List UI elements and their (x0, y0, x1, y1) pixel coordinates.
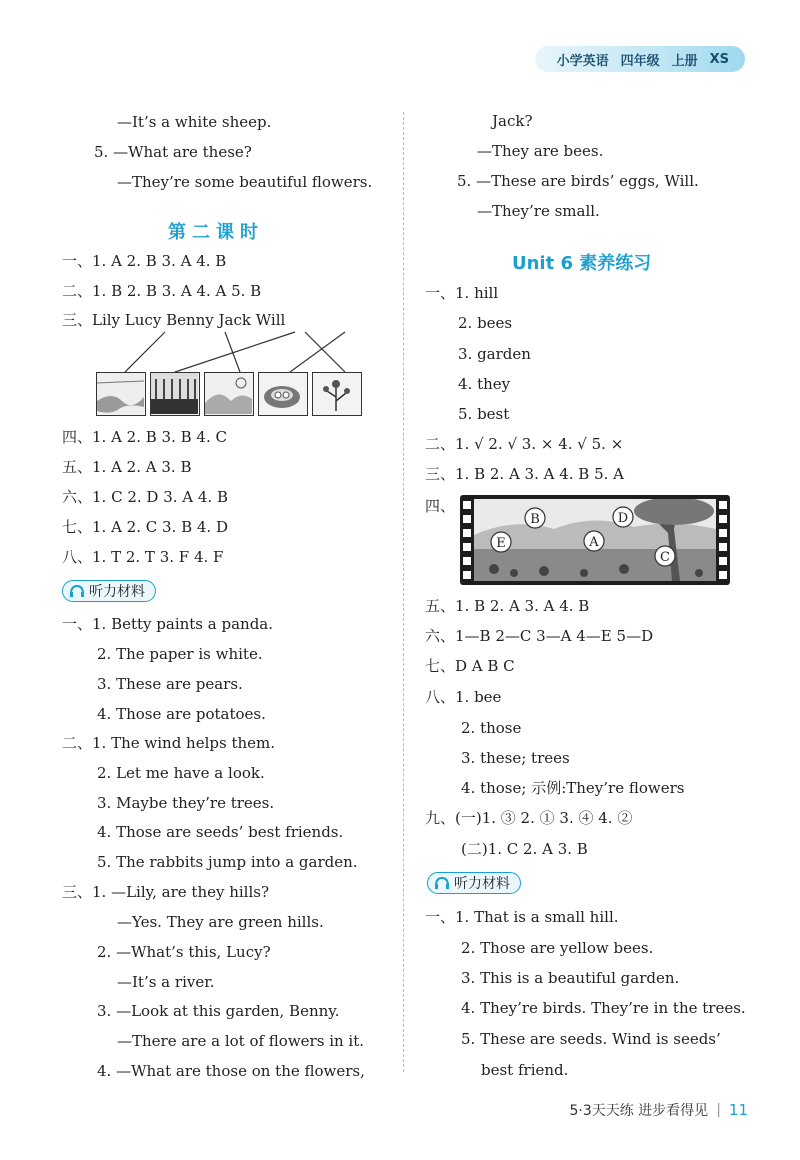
listening-line: 3. Maybe they’re trees. (97, 794, 275, 812)
listening-tag-label: 听力材料 (89, 584, 145, 600)
answer-line: 4. they (458, 375, 511, 393)
answer-line: 2. bees (458, 314, 513, 332)
answer-line: 七、1. A 2. C 3. B 4. D (62, 518, 228, 536)
listening-tag-label: 听力材料 (454, 876, 510, 892)
listening-line: 一、1. That is a small hill. (425, 908, 619, 926)
listening-line: 一、1. Betty paints a panda. (62, 615, 274, 633)
names-row: 三、Lily Lucy Benny Jack Will (62, 311, 286, 329)
section-title: 第二课时 (168, 222, 264, 243)
matching-pictures (96, 372, 362, 416)
answer-line: 一、1. hill (425, 284, 499, 302)
listening-line: 5. The rabbits jump into a garden. (97, 853, 358, 871)
answer-line: 七、D A B C (425, 657, 515, 675)
subject-label: 小学英语 (556, 53, 609, 69)
text-line: 5. —What are these? (94, 143, 252, 161)
listening-line: —There are a lot of flowers in it. (117, 1032, 365, 1050)
scene-filmstrip (460, 495, 730, 585)
listening-line: 二、1. The wind helps them. (62, 734, 276, 752)
answer-line: 八、1. T 2. T 3. F 4. F (62, 548, 224, 566)
listening-line: 三、1. —Lily, are they hills? (62, 883, 270, 901)
column-divider (403, 112, 404, 1072)
scene-label: C (660, 550, 670, 565)
answer-line: 一、1. A 2. B 3. A 4. B (62, 252, 227, 270)
answer-line: 六、1—B 2—C 3—A 4—E 5—D (425, 627, 654, 645)
listening-line: 2. Let me have a look. (97, 764, 265, 782)
listening-line: —It’s a river. (117, 973, 215, 991)
answer-line: 3. these; trees (461, 749, 570, 767)
listening-line: best friend. (481, 1061, 569, 1079)
text-line: 5. —These are birds’ eggs, Will. (457, 172, 699, 190)
listening-line: 4. Those are seeds’ best friends. (97, 823, 344, 841)
answer-line: 五、1. A 2. A 3. B (62, 458, 192, 476)
text-line: —It’s a white sheep. (117, 113, 272, 131)
scene-label: D (617, 511, 629, 526)
answer-line: 2. those (461, 719, 522, 737)
listening-line: 4. They’re birds. They’re in the trees. (461, 999, 746, 1017)
answer-line: 二、1. B 2. B 3. A 4. A 5. B (62, 282, 262, 300)
unit-title: Unit 6 素养练习 (512, 253, 652, 274)
headphones-icon (434, 876, 450, 890)
flower-picture (312, 372, 362, 416)
listening-line: 4. —What are those on the flowers, (97, 1062, 365, 1080)
text-line: Jack? (492, 112, 533, 130)
listening-line: —Yes. They are green hills. (117, 913, 324, 931)
page-footer: 5·3天天练 进步看得见 | 11 (569, 1101, 748, 1119)
footer-brand: 5·3天天练 进步看得见 (569, 1103, 709, 1119)
answer-line: 二、1. √ 2. √ 3. × 4. √ 5. × (425, 435, 624, 453)
listening-tag (427, 872, 521, 894)
scene-label: B (530, 512, 540, 527)
nest-picture (258, 372, 308, 416)
garden-picture (150, 372, 200, 416)
answer-line: 五、1. B 2. A 3. A 4. B (425, 597, 590, 615)
answer-line: 六、1. C 2. D 3. A 4. B (62, 488, 228, 506)
grade-label: 四年级 (620, 53, 660, 69)
scene-label: E (496, 536, 506, 551)
book-badge (535, 46, 745, 72)
page-number: 11 (728, 1101, 748, 1119)
listening-line: 3. —Look at this garden, Benny. (97, 1002, 340, 1020)
answer-line: 4. those; 示例:They’re flowers (461, 779, 685, 797)
text-line: —They’re small. (477, 202, 600, 220)
listening-line: 2. Those are yellow bees. (461, 939, 654, 957)
answer-line: (二)1. C 2. A 3. B (461, 840, 588, 858)
answer-line: 四、 (425, 497, 456, 515)
text-line: —They’re some beautiful flowers. (117, 173, 373, 191)
headphones-icon (69, 584, 85, 598)
answer-line: 四、1. A 2. B 3. B 4. C (62, 428, 227, 446)
listening-tag (62, 580, 156, 602)
hills-picture (204, 372, 254, 416)
answer-line: 3. garden (458, 345, 531, 363)
answer-line: 八、1. bee (425, 688, 502, 706)
listening-line: 5. These are seeds. Wind is seeds’ (461, 1030, 721, 1048)
answer-line: 5. best (458, 405, 510, 423)
listening-line: 2. —What’s this, Lucy? (97, 943, 271, 961)
listening-line: 3. This is a beautiful garden. (461, 969, 680, 987)
scene-label: A (589, 535, 599, 550)
answer-line: 九、(一)1. ③ 2. ① 3. ④ 4. ② (425, 809, 633, 827)
listening-line: 4. Those are potatoes. (97, 705, 266, 723)
matching-lines (90, 330, 380, 375)
listening-line: 2. The paper is white. (97, 645, 263, 663)
text-line: —They are bees. (477, 142, 604, 160)
volume-label: 上册 (671, 53, 698, 69)
listening-line: 3. These are pears. (97, 675, 243, 693)
answer-line: 三、1. B 2. A 3. A 4. B 5. A (425, 465, 625, 483)
scene-labels (460, 495, 730, 585)
river-picture (96, 372, 146, 416)
edition-label: XS (709, 51, 729, 67)
